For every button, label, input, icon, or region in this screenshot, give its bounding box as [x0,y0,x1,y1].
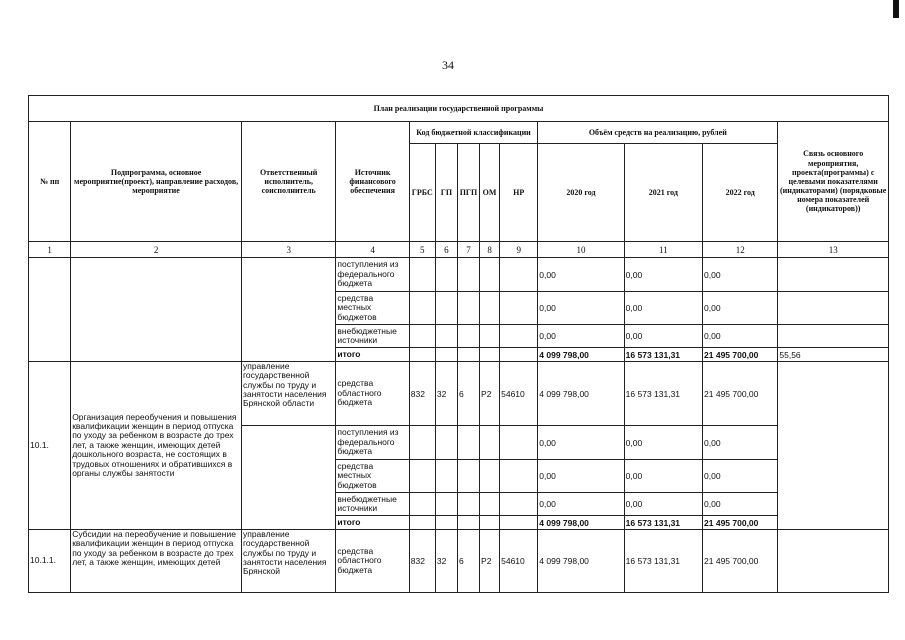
value-2021: 0,00 [624,325,702,348]
program-cell [71,258,242,362]
col-number: 11 [624,242,702,258]
source-federal: поступления из федерального бюджета [336,258,409,292]
value-2021: 0,00 [624,292,702,325]
scan-edge-mark [893,0,899,18]
col-number: 3 [241,242,335,258]
col-number: 5 [409,242,435,258]
indicator-link: 55,56 [778,348,889,362]
nr-code: 54610 [500,530,538,593]
total-2020: 4 099 798,00 [538,516,624,530]
value-2021: 0,00 [624,493,702,516]
header-2022: 2022 год [703,144,778,242]
header-pgp: ПГП [457,144,479,242]
header-2021: 2021 год [624,144,702,242]
header-om: ОМ [480,144,500,242]
source-regional: средства областного бюджета [336,530,409,593]
header-indicator-link: Связь основного мероприятия, проекта(программы) с целевыми показателями (индикаторами) (порядковые номера показателей (индикаторов)) [778,122,889,242]
total-2021: 16 573 131,31 [624,516,702,530]
nr-code: 54610 [500,362,538,426]
value-2020: 0,00 [538,258,624,292]
header-2020: 2020 год [538,144,624,242]
value-2020: 0,00 [538,460,624,493]
value-2022: 21 495 700,00 [703,530,778,593]
value-2022: 0,00 [703,325,778,348]
pgp-code: 6 [457,362,479,426]
item-number: 10.1. [29,362,71,530]
header-gp: ГП [435,144,457,242]
value-2022: 0,00 [703,493,778,516]
total-2020: 4 099 798,00 [538,348,624,362]
source-total: итого [336,348,409,362]
col-number: 6 [435,242,457,258]
table-row [29,362,889,426]
source-local: средства местных бюджетов [336,460,409,493]
total-2022: 21 495 700,00 [703,348,778,362]
table-row [29,530,889,593]
value-2022: 0,00 [703,258,778,292]
responsible-cell [241,258,335,362]
value-2022: 0,00 [703,292,778,325]
header-grbs: ГРБС [409,144,435,242]
total-2022: 21 495 700,00 [703,516,778,530]
col-number: 2 [71,242,242,258]
om-code: P2 [480,530,500,593]
source-extrabudgetary: внебюджетные источники [336,325,409,348]
value-2020: 0,00 [538,426,624,460]
table-title: План реализации государственной программы [29,96,889,122]
value-2021: 0,00 [624,460,702,493]
col-number: 4 [336,242,409,258]
responsible-executor: управление государственной службы по труду и занятости населения Брянской области [241,362,335,426]
col-number: 10 [538,242,624,258]
value-2020: 0,00 [538,292,624,325]
source-total: итого [336,516,409,530]
pgp-code: 6 [457,530,479,593]
page-number: 34 [442,58,454,72]
responsible-executor: управление государственной службы по труду и занятости населения Брянской [241,530,335,593]
header-budget-code: Код бюджетной классификации [409,122,538,144]
value-2022: 0,00 [703,426,778,460]
source-local: средства местных бюджетов [336,292,409,325]
value-2021: 16 573 131,31 [624,362,702,426]
source-extrabudgetary: внебюджетные источники [336,493,409,516]
col-number: 13 [778,242,889,258]
value-2021: 16 573 131,31 [624,530,702,593]
header-program: Подпрограмма, основное мероприятие(проект), направление расходов, мероприятие [71,122,242,242]
source-regional: средства областного бюджета [336,362,409,426]
col-number: 8 [480,242,500,258]
value-2021: 0,00 [624,258,702,292]
item-name: Субсидии на переобучение и повышение квалификации женщин в период отпуска по уходу за ребенком в возрасте до трех лет, а также женщин, имеющих детей [71,530,242,593]
grbs-code: 832 [409,362,435,426]
header-responsible: Ответственный исполнитель, соисполнитель [241,122,335,242]
value-2021: 0,00 [624,426,702,460]
col-number: 9 [500,242,538,258]
item-name: Организация переобучения и повышения квалификации женщин в период отпуска по уходу за ребенком в возрасте до трех лет, а также женщин, имеющих детей дошкольного возраста, не состоящих в трудовых отношениях и обратившихся в органы службы занятости [71,362,242,530]
header-volume: Объём средств на реализацию, рублей [538,122,778,144]
value-2022: 21 495 700,00 [703,362,778,426]
om-code: P2 [480,362,500,426]
program-plan-table [28,95,889,593]
table-row [29,258,889,292]
value-2020: 4 099 798,00 [538,362,624,426]
header-nr: НР [500,144,538,242]
source-federal: поступления из федерального бюджета [336,426,409,460]
value-2022: 0,00 [703,460,778,493]
grbs-code: 832 [409,530,435,593]
value-2020: 4 099 798,00 [538,530,624,593]
total-2021: 16 573 131,31 [624,348,702,362]
col-number: 7 [457,242,479,258]
header-source: Источник финансового обеспечения [336,122,409,242]
num-cell [29,258,71,362]
value-2020: 0,00 [538,325,624,348]
gp-code: 32 [435,530,457,593]
col-number: 1 [29,242,71,258]
value-2020: 0,00 [538,493,624,516]
header-num: № пп [29,122,71,242]
item-number: 10.1.1. [29,530,71,593]
gp-code: 32 [435,362,457,426]
col-number: 12 [703,242,778,258]
